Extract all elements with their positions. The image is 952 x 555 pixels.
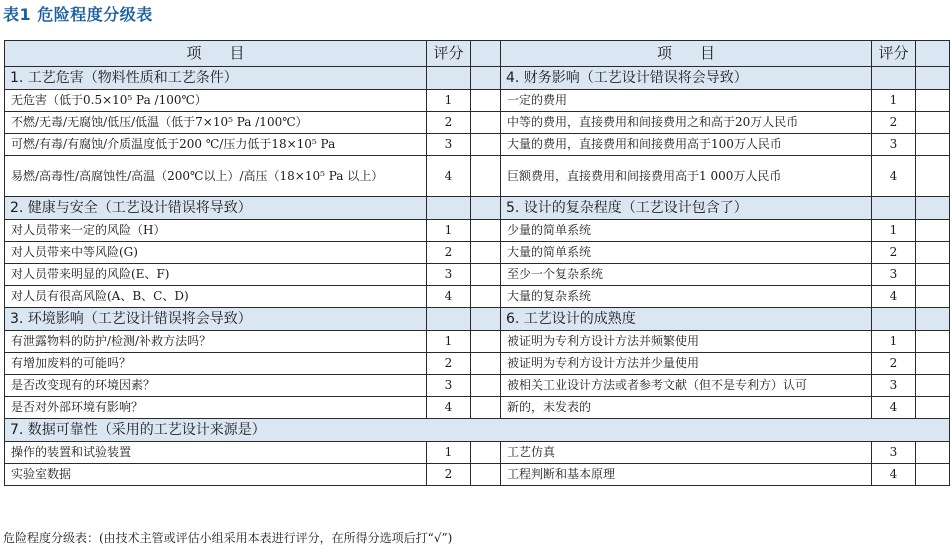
score-value: 1 [872, 331, 916, 353]
criterion-text: 是否对外部环境有影响？ [5, 397, 427, 419]
section-row [5, 419, 950, 442]
section-row [5, 67, 950, 90]
criterion-text: 一定的费用 [501, 90, 872, 112]
check-cell[interactable] [916, 156, 950, 197]
spacer-cell [872, 67, 916, 90]
check-cell[interactable] [471, 375, 501, 397]
check-cell[interactable] [916, 90, 950, 112]
score-value: 1 [427, 220, 471, 242]
check-cell[interactable] [471, 464, 501, 486]
table-row [5, 156, 950, 197]
spacer-cell [471, 197, 501, 220]
header-score-left: 评分 [427, 41, 471, 67]
spacer-cell [471, 67, 501, 90]
criterion-text: 对人员带来中等风险(G) [5, 242, 427, 264]
check-cell[interactable] [471, 156, 501, 197]
score-value: 2 [427, 353, 471, 375]
header-item-left: 项目 [5, 41, 427, 67]
score-value: 1 [427, 90, 471, 112]
score-value: 4 [872, 464, 916, 486]
header-score-right: 评分 [872, 41, 916, 67]
footer-note: 危险程度分级表：(由技术主管或评估小组采用本表进行评分，在所得分选项后打“√”) [3, 531, 453, 545]
spacer-cell [916, 197, 950, 220]
section-title-1: 1. 工艺危害（物料性质和工艺条件） [5, 67, 427, 90]
hazard-grading-table [4, 40, 950, 486]
check-cell[interactable] [916, 353, 950, 375]
score-value: 2 [872, 353, 916, 375]
table-row [5, 90, 950, 112]
score-value: 4 [872, 156, 916, 197]
check-cell[interactable] [916, 464, 950, 486]
table-row [5, 397, 950, 419]
check-cell[interactable] [916, 397, 950, 419]
criterion-text: 巨额费用，直接费用和间接费用高于1 000万人民币 [501, 156, 872, 197]
criterion-text: 至少一个复杂系统 [501, 264, 872, 286]
section-title-6: 6. 工艺设计的成熟度 [501, 308, 872, 331]
score-value: 2 [427, 464, 471, 486]
table-row [5, 134, 950, 156]
spacer-cell [916, 67, 950, 90]
check-cell[interactable] [471, 442, 501, 464]
score-value: 4 [427, 397, 471, 419]
check-cell[interactable] [471, 112, 501, 134]
criterion-text: 有泄露物料的防护/检测/补救方法吗？ [5, 331, 427, 353]
score-value: 2 [427, 242, 471, 264]
check-cell[interactable] [916, 220, 950, 242]
section-row [5, 197, 950, 220]
table-title: 表1 危险程度分级表 [3, 5, 153, 24]
table-row [5, 286, 950, 308]
check-cell[interactable] [471, 242, 501, 264]
score-value: 2 [427, 112, 471, 134]
criterion-text: 对人员有很高风险(A、B、C、D) [5, 286, 427, 308]
criterion-text: 不燃/无毒/无腐蚀/低压/低温（低于7×10⁵ Pa /100℃） [5, 112, 427, 134]
table-row [5, 442, 950, 464]
score-value: 3 [427, 375, 471, 397]
criterion-text: 新的，未发表的 [501, 397, 872, 419]
score-value: 3 [872, 442, 916, 464]
header-item-right: 项目 [501, 41, 872, 67]
criterion-text: 操作的装置和试验装置 [5, 442, 427, 464]
section-title-5: 5. 设计的复杂程度（工艺设计包含了） [501, 197, 872, 220]
score-value: 3 [872, 264, 916, 286]
check-cell[interactable] [471, 264, 501, 286]
criterion-text: 无危害（低于0.5×10⁵ Pa /100℃） [5, 90, 427, 112]
criterion-text: 可燃/有毒/有腐蚀/介质温度低于200 ℃/压力低于18×10⁵ Pa [5, 134, 427, 156]
spacer-cell [471, 41, 501, 67]
score-value: 3 [427, 264, 471, 286]
table-row [5, 331, 950, 353]
check-cell[interactable] [471, 134, 501, 156]
criterion-text: 工艺仿真 [501, 442, 872, 464]
check-cell[interactable] [916, 286, 950, 308]
criterion-text: 大量的简单系统 [501, 242, 872, 264]
spacer-cell [872, 197, 916, 220]
check-cell[interactable] [471, 331, 501, 353]
score-value: 1 [427, 331, 471, 353]
check-cell[interactable] [916, 112, 950, 134]
score-value: 1 [872, 220, 916, 242]
check-cell[interactable] [471, 220, 501, 242]
check-cell[interactable] [471, 90, 501, 112]
score-value: 4 [427, 156, 471, 197]
table-row [5, 353, 950, 375]
criterion-text: 对人员带来明显的风险(E、F) [5, 264, 427, 286]
criterion-text: 易燃/高毒性/高腐蚀性/高温（200℃以上）/高压（18×10⁵ Pa 以上） [5, 156, 427, 197]
criterion-text: 大量的费用，直接费用和间接费用高于100万人民币 [501, 134, 872, 156]
spacer-cell [427, 308, 471, 331]
score-value: 4 [427, 286, 471, 308]
check-cell[interactable] [471, 397, 501, 419]
check-cell[interactable] [916, 375, 950, 397]
criterion-text: 少量的简单系统 [501, 220, 872, 242]
score-value: 2 [872, 242, 916, 264]
check-cell[interactable] [916, 264, 950, 286]
score-value: 3 [427, 134, 471, 156]
criterion-text: 被证明为专利方设计方法并少量使用 [501, 353, 872, 375]
score-value: 4 [872, 397, 916, 419]
table-row [5, 242, 950, 264]
criterion-text: 是否改变现有的环境因素？ [5, 375, 427, 397]
check-cell[interactable] [916, 442, 950, 464]
score-value: 4 [872, 286, 916, 308]
check-cell[interactable] [471, 353, 501, 375]
spacer-cell [916, 308, 950, 331]
spacer-cell [872, 308, 916, 331]
score-value: 1 [427, 442, 471, 464]
check-cell[interactable] [916, 331, 950, 353]
criterion-text: 工程判断和基本原理 [501, 464, 872, 486]
section-title-7: 7. 数据可靠性（采用的工艺设计来源是） [5, 419, 950, 442]
check-cell[interactable] [471, 286, 501, 308]
check-cell[interactable] [916, 134, 950, 156]
score-value: 3 [872, 375, 916, 397]
criterion-text: 大量的复杂系统 [501, 286, 872, 308]
spacer-cell [427, 197, 471, 220]
criterion-text: 被相关工业设计方法或者参考文献（但不是专利方）认可 [501, 375, 872, 397]
score-value: 2 [872, 112, 916, 134]
table-row [5, 112, 950, 134]
criterion-text: 中等的费用，直接费用和间接费用之和高于20万人民币 [501, 112, 872, 134]
table-row [5, 220, 950, 242]
check-cell[interactable] [916, 242, 950, 264]
section-row [5, 308, 950, 331]
spacer-cell [427, 67, 471, 90]
criterion-text: 有增加废料的可能吗？ [5, 353, 427, 375]
score-value: 1 [872, 90, 916, 112]
table-row [5, 464, 950, 486]
spacer-cell [916, 41, 950, 67]
criterion-text: 被证明为专利方设计方法并频繁使用 [501, 331, 872, 353]
section-title-3: 3. 环境影响（工艺设计错误将会导致） [5, 308, 427, 331]
criterion-text: 实验室数据 [5, 464, 427, 486]
table-row [5, 264, 950, 286]
criterion-text: 对人员带来一定的风险（H） [5, 220, 427, 242]
table-row [5, 375, 950, 397]
spacer-cell [471, 308, 501, 331]
score-value: 3 [872, 134, 916, 156]
section-title-2: 2. 健康与安全（工艺设计错误将导致） [5, 197, 427, 220]
section-title-4: 4. 财务影响（工艺设计错误将会导致） [501, 67, 872, 90]
table-header-row [5, 41, 950, 67]
